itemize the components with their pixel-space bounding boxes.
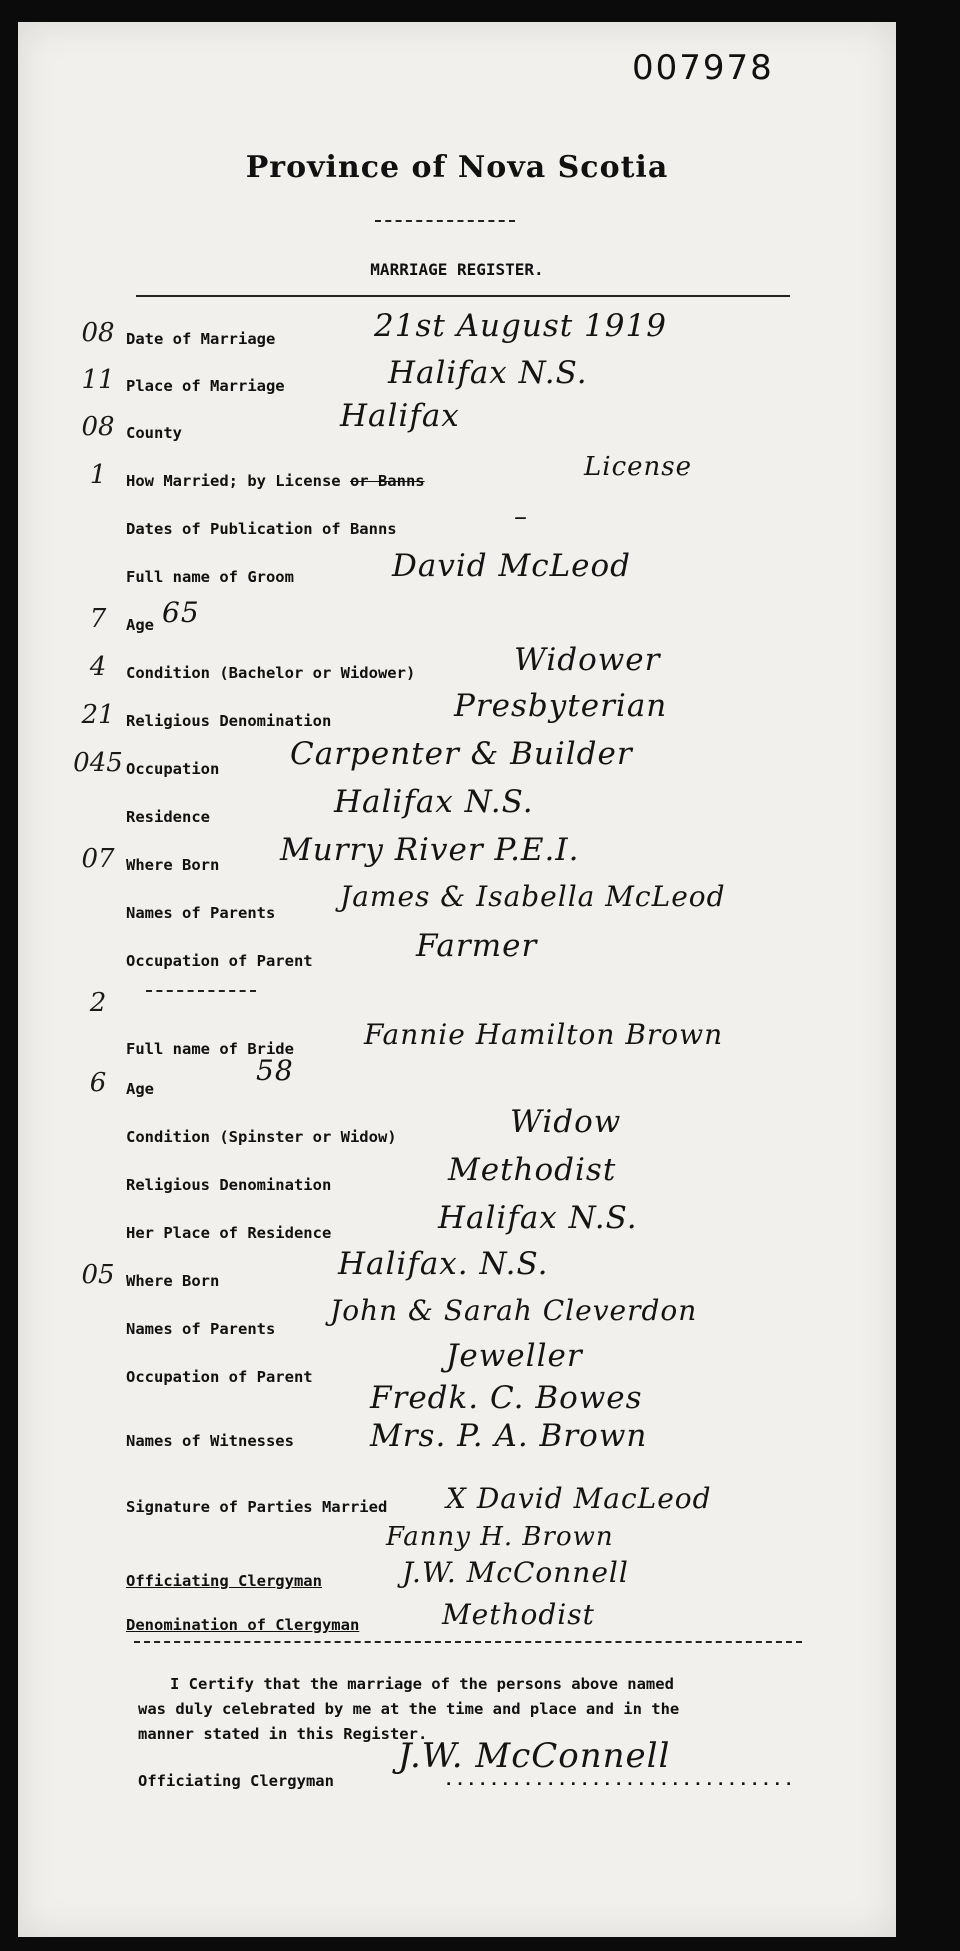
margin-code: 21 <box>81 700 115 730</box>
signature-dotted-line: ............................... <box>444 1771 796 1789</box>
certification-divider <box>134 1641 802 1643</box>
field-value: Methodist <box>448 1152 617 1188</box>
field-label: Dates of Publication of Banns <box>126 520 397 538</box>
parties-signature: X David MacLeod <box>446 1482 712 1515</box>
margin-code: 2 <box>89 988 107 1018</box>
field-label: Condition (Bachelor or Widower) <box>126 664 416 682</box>
field-value: Halifax N.S. <box>438 1200 638 1236</box>
denomination-value: Methodist <box>442 1598 595 1631</box>
denomination-label: Denomination of Clergyman <box>126 1616 360 1634</box>
certification-line: was duly celebrated by me at the time and place and in the <box>138 1700 680 1718</box>
field-row <box>18 1054 896 1108</box>
field-value: License <box>584 452 693 482</box>
field-label: Occupation <box>126 760 220 778</box>
field-label: Names of Parents <box>126 904 276 922</box>
register-heading: MARRIAGE REGISTER. <box>370 260 544 279</box>
field-row <box>18 1104 896 1156</box>
document-number: 007978 <box>632 48 774 88</box>
witness-name: Fredk. C. Bowes <box>370 1380 643 1416</box>
certification-signature: J.W. McConnell <box>398 1736 671 1776</box>
field-value: Widow <box>510 1104 622 1140</box>
province-title: Province of Nova Scotia <box>245 150 669 185</box>
field-label: County <box>126 424 182 442</box>
field-value: Widower <box>514 642 661 678</box>
field-value: Halifax N.S. <box>334 784 534 820</box>
field-value: 58 <box>256 1054 294 1087</box>
clergyman-signature: Fanny H. Brown <box>386 1522 614 1552</box>
field-row <box>18 642 896 692</box>
field-value: Murry River P.E.I. <box>280 832 580 868</box>
field-row <box>18 928 896 980</box>
field-label-text: How Married; by License <box>126 472 350 490</box>
margin-code: 07 <box>81 844 115 874</box>
signature-label: Signature of Parties Married <box>126 1498 388 1516</box>
certification-line: I Certify that the marriage of the persons above named <box>170 1675 674 1693</box>
margin-code: 7 <box>89 604 107 634</box>
field-row <box>18 832 896 884</box>
field-label: Where Born <box>126 856 220 874</box>
field-value: Fannie Hamilton Brown <box>364 1018 724 1051</box>
field-row <box>18 596 896 644</box>
field-label: Where Born <box>126 1272 220 1290</box>
field-row <box>18 548 896 596</box>
field-label: Full name of Groom <box>126 568 294 586</box>
field-label: Age <box>126 616 154 634</box>
field-value: Farmer <box>416 928 538 964</box>
margin-code: 4 <box>89 652 107 682</box>
field-label: Occupation of Parent <box>126 1368 313 1386</box>
field-row <box>18 688 896 740</box>
margin-code: 045 <box>73 748 123 778</box>
struck-label-text: or Banns <box>349 472 425 490</box>
field-label: Religious Denomination <box>126 712 332 730</box>
heading-divider <box>136 295 790 297</box>
field-label: Her Place of Residence <box>126 1224 332 1242</box>
officiating-label: Officiating Clergyman <box>126 1572 322 1590</box>
field-label: Occupation of Parent <box>126 952 313 970</box>
field-value: James & Isabella McLeod <box>340 880 726 913</box>
register-page <box>18 22 896 1937</box>
field-row <box>18 504 896 548</box>
margin-code: 6 <box>89 1068 107 1098</box>
field-label: Names of Parents <box>126 1320 276 1338</box>
certification-clergyman-label: Officiating Clergyman <box>138 1772 334 1790</box>
field-row <box>18 398 896 452</box>
field-label: Condition (Spinster or Widow) <box>126 1128 397 1146</box>
field-value: 65 <box>162 596 200 629</box>
field-label: Full name of Bride <box>126 1040 294 1058</box>
margin-code: 1 <box>89 460 107 490</box>
field-row <box>18 452 896 500</box>
field-row <box>18 1152 896 1204</box>
margin-code: 08 <box>81 412 115 442</box>
witnesses-label: Names of Witnesses <box>126 1432 294 1450</box>
field-value: Halifax. N.S. <box>338 1246 549 1282</box>
margin-code: 11 <box>81 365 115 395</box>
field-label: Religious Denomination <box>126 1176 332 1194</box>
margin-code: 08 <box>81 318 115 348</box>
field-value: John & Sarah Cleverdon <box>330 1294 698 1327</box>
field-value: – <box>514 502 528 532</box>
field-value: David McLeod <box>392 548 632 584</box>
field-label: Residence <box>126 808 210 826</box>
margin-code: 05 <box>81 1260 115 1290</box>
witness-name: Mrs. P. A. Brown <box>370 1418 648 1454</box>
field-row <box>18 880 896 932</box>
field-label: Age <box>126 1080 154 1098</box>
field-value: Jeweller <box>446 1338 583 1374</box>
field-value: 21st August 1919 <box>374 308 667 344</box>
title-divider <box>375 220 515 222</box>
field-row <box>18 1018 896 1068</box>
field-row <box>18 308 896 358</box>
clergyman-signature: J.W. McConnell <box>402 1556 629 1589</box>
field-value: Halifax N.S. <box>388 355 588 391</box>
field-value: Carpenter & Builder <box>290 736 633 772</box>
field-row <box>18 784 896 836</box>
field-value: Halifax <box>340 398 460 434</box>
field-row <box>18 736 896 788</box>
field-label: Date of Marriage <box>126 330 276 348</box>
field-value: Presbyterian <box>454 688 668 724</box>
field-label <box>126 472 425 490</box>
certification-line: manner stated in this Register. <box>138 1725 428 1743</box>
field-label: Place of Marriage <box>126 377 285 395</box>
